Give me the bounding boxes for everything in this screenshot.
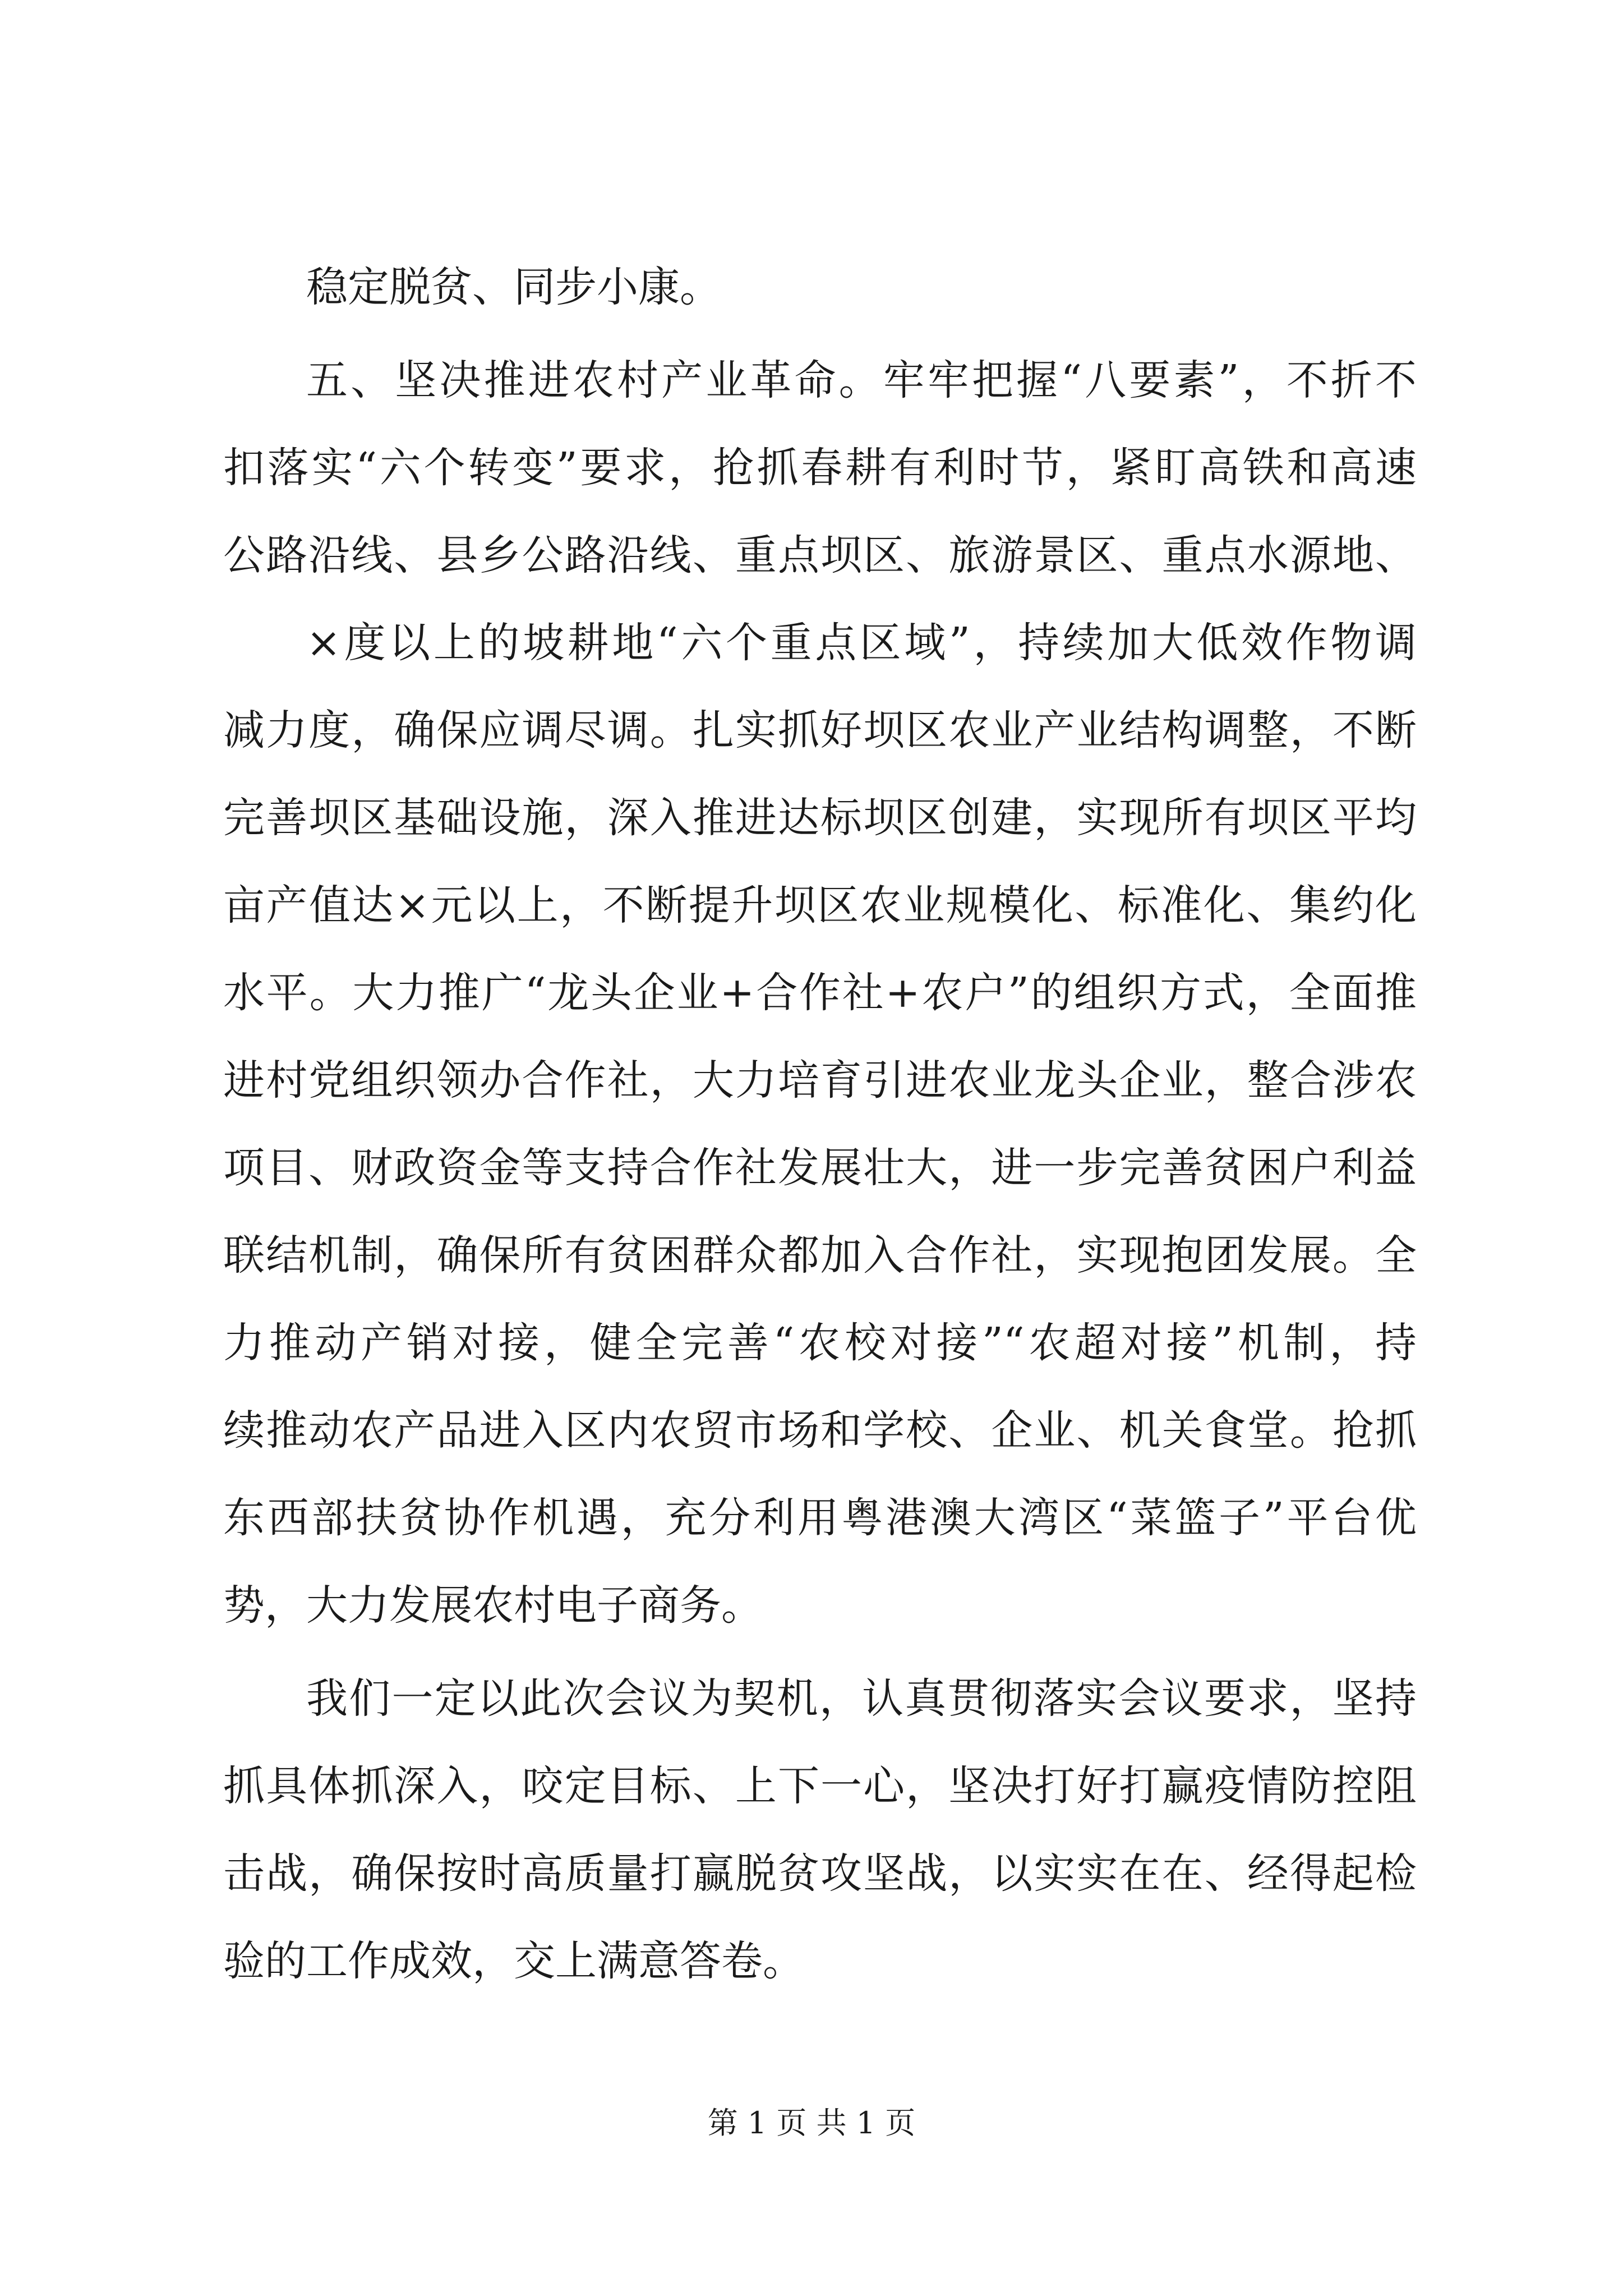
text-line: 东西部扶贫协作机遇，充分利用粤港澳大湾区“菜篮子”平台优 [223,1494,1417,1542]
text-line: 公路沿线、县乡公路沿线、重点坝区、旅游景区、重点水源地、 [223,531,1417,579]
text-line: 续推动农产品进入区内农贸市场和学校、企业、机关食堂。抢抓 [223,1406,1417,1455]
text-line: 完善坝区基础设施，深入推进达标坝区创建，实现所有坝区平均 [223,794,1417,842]
text-line: 水平。大力推广“龙头企业+合作社+农户”的组织方式，全面推 [223,969,1417,1017]
text-line: 联结机制，确保所有贫困群众都加入合作社，实现抱团发展。全 [223,1231,1417,1280]
text-line: 扣落实“六个转变”要求，抢抓春耕有利时节，紧盯高铁和高速 [223,444,1417,492]
text-line: 我们一定以此次会议为契机，认真贯彻落实会议要求，坚持 [306,1674,1417,1723]
text-line: 验的工作成效，交上满意答卷。 [223,1937,804,1985]
text-line: 减力度，确保应调尽调。扎实抓好坝区农业产业结构调整，不断 [223,706,1417,754]
text-line: 亩产值达×元以上，不断提升坝区农业规模化、标准化、集约化 [223,881,1417,930]
text-line: 击战，确保按时高质量打赢脱贫攻坚战，以实实在在、经得起检 [223,1849,1417,1898]
text-line: 稳定脱贫、同步小康。 [306,263,721,311]
text-line: 力推动产销对接，健全完善“农校对接”“农超对接”机制，持 [223,1319,1417,1367]
text-line: 进村党组织领办合作社，大力培育引进农业龙头企业，整合涉农 [223,1056,1417,1105]
text-line: 项目、财政资金等支持合作社发展壮大，进一步完善贫困户利益 [223,1144,1417,1192]
page-number-footer: 第 1 页 共 1 页 [707,2105,916,2141]
text-line: 抓具体抓深入，咬定目标、上下一心，坚决打好打赢疫情防控阻 [223,1762,1417,1810]
text-line: 势，大力发展农村电子商务。 [223,1581,763,1630]
text-line: ×度以上的坡耕地“六个重点区域”，持续加大低效作物调 [306,619,1417,667]
text-line: 五、坚决推进农村产业革命。牢牢把握“八要素”，不折不 [306,356,1417,404]
